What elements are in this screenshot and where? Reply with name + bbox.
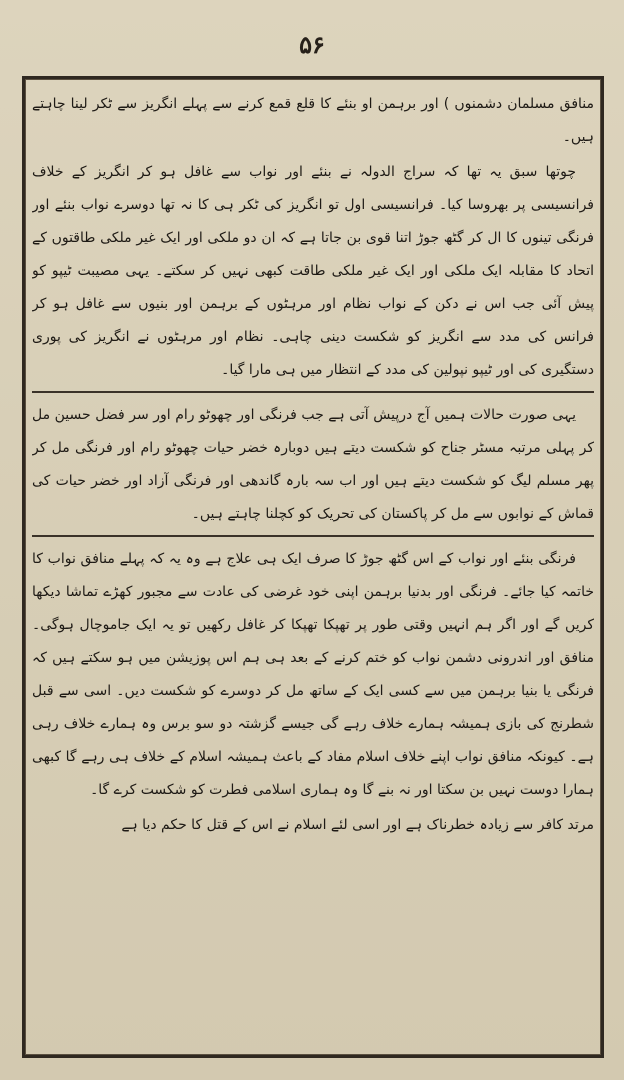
body-text [32, 88, 594, 1050]
section-divider [32, 535, 594, 537]
section-divider [32, 391, 594, 393]
paragraph-5: مرتد کافر سے زیادہ خطرناک ہے اور اسی لئے اسلام نے اس کے قتل کا حکم دیا ہے [121, 817, 594, 833]
paragraph-1: منافق مسلمان دشمنوں ) اور برہمن او بنئے کا قلع قمع کرنے سے پہلے انگریز سے ٹکر لینا چاہتے ہیں۔ [32, 96, 594, 145]
paragraph-3: یہی صورت حالات ہمیں آج درپیش آتی ہے جب فرنگی اور چھوٹو رام اور سر فضل حسین مل کر پہلی مرتبہ مسٹر جناح کو شکست دیتے ہیں دوبارہ خضر حیات چھوٹو رام اور فرنگی مل کر پھر مسلم لیگ کو شکست دیتے ہیں اور اب سہ بارہ گاندھی اور فرنگی آزاد اور خضر حیات کی قماش کے نوابوں سے مل کر پاکستان کی تحریک کو کچلنا چاہتے ہیں۔ [32, 407, 594, 522]
paragraph-4: فرنگی بنئے اور نواب کے اس گٹھ جوڑ کا صرف ایک ہی علاج ہے وہ یہ کہ پہلے منافق نواب کا خاتمہ کیا جائے۔ فرنگی اور بدنیا برہمن اپنی خود غرضی کی عادت سے مجبور کھڑے تماشا دیکھا کریں گے اور اگر ہم انہیں وقتی طور پر تھپکا تھپکا کر غافل رکھیں تو یہ ایک جاموچال ہوگی۔ منافق اور اندرونی دشمن نواب کو ختم کرنے کے بعد ہی ہم اس پوزیشن میں ہو سکتے ہیں کہ فرنگی یا بنیا برہمن میں سے کسی ایک کے ساتھ مل کر دوسرے کو شکست دیں۔ اسی سے قبل شطرنج کی بازی ہمیشہ ہمارے خلاف رہے گی جیسے گزشتہ دو سو برس وہ ہمارے خلاف رہی ہے۔ کیونکہ منافق نواب اپنے خلاف اسلام مفاد کے باعث ہمیشہ اسلام کے خلاف ہی رہے گا کبھی ہمارا دوست نہیں بن سکتا اور نہ بنے گا وہ ہماری اسلامی فطرت کو شکست کرے گا۔ [32, 551, 594, 798]
page-number: ۵۶ [299, 30, 325, 59]
paragraph-2: چوتھا سبق یہ تھا کہ سراج الدولہ نے بنئے اور نواب سے غافل ہو کر انگریز کے خلاف فرانسیسی پر بھروسا کیا۔ فرانسیسی اول تو انگریز کی ٹکر ہی کا نہ تھا دوسرے نواب بنئے اور فرنگی تینوں کا ال کر گٹھ جوڑ اتنا قوی بن جاتا ہے کہ ان دو ملکی اور ایک غیر ملکی طاقتوں کے اتحاد کا مقابلہ ایک ملکی اور ایک غیر ملکی طاقت کبھی نہیں کر سکتے۔ یہی مصیبت ٹیپو کو پیش آئی جب اس نے دکن کے نواب نظام اور مرہٹوں کے برہمن اور بنیوں سے غافل ہو کر فرانس کی مدد سے انگریز کو شکست دینی چاہی۔ نظام اور مرہٹوں نے انگریز کی پوری دستگیری کی اور ٹیپو نپولین کی مدد کے انتظار میں ہی مارا گیا۔ [32, 164, 594, 378]
